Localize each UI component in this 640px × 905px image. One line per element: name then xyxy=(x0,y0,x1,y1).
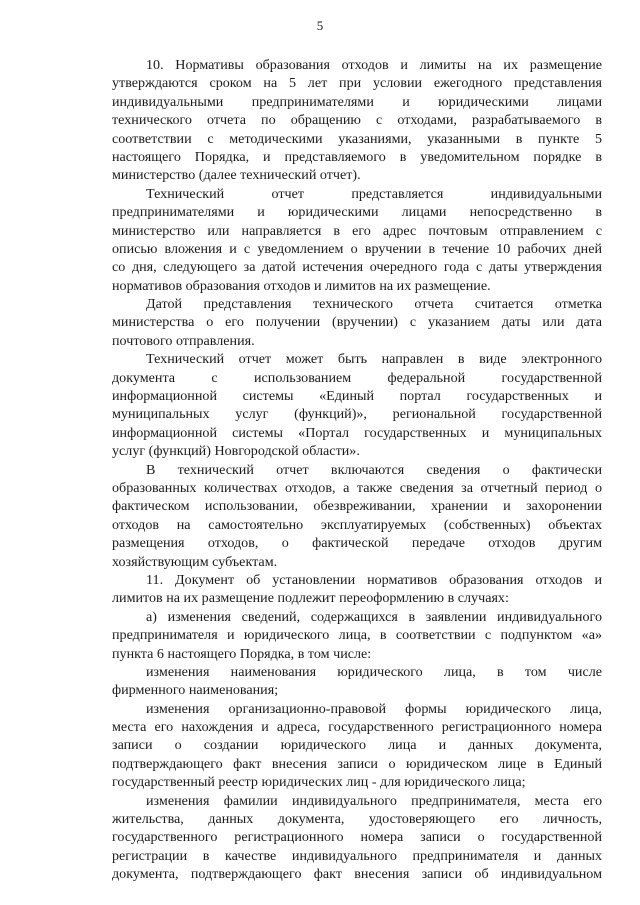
text-line: государственного регистрационного номера записи о государственной xyxy=(112,829,602,846)
text-line: пункта 6 настоящего Порядка, в том числе: xyxy=(112,645,372,662)
text-line: муниципальных услуг (функций)», региональной государственной xyxy=(112,406,602,423)
text-line: утверждаются сроком на 5 лет при условии ежегодного представления xyxy=(112,75,602,92)
text-line: записи о создании юридического лица и данных документа, xyxy=(112,737,602,754)
text-line: фирменного наименования; xyxy=(112,682,279,699)
text-line: информационной системы «Портал государственных и муниципальных xyxy=(112,424,602,441)
page-number: 5 xyxy=(316,18,324,33)
text-line: соответствии с методическими указаниями, указанными в пункте 5 xyxy=(112,130,602,147)
text-line: лимитов на их размещение подлежит переоформлению в случаях: xyxy=(112,590,509,607)
text-line: образованных количествах отходов, а также сведения за отчетный период о xyxy=(112,479,602,496)
text-line: нормативов образования отходов и лимитов на их размещение. xyxy=(112,277,491,294)
text-line: настоящего Порядка, и представляемого в уведомительном порядке в xyxy=(112,148,602,165)
text-line: отходов на самостоятельно эксплуатируемых (собственных) объектах xyxy=(112,516,602,533)
text-line: предпринимателями и юридическими лицами непосредственно в xyxy=(112,204,602,221)
text-line: государственный реестр юридических лиц - для юридического лица; xyxy=(112,774,526,791)
text-line: информационной системы «Единый портал государственных и xyxy=(112,388,602,405)
text-line: предпринимателя и юридического лица, в соответствии с подпунктом «а» xyxy=(112,627,602,644)
text-line: Технический отчет может быть направлен в виде электронного xyxy=(146,351,602,368)
text-line: изменения фамилии индивидуального предпринимателя, места его xyxy=(146,792,602,809)
text-line: хозяйствующим субъектам. xyxy=(112,553,278,570)
text-line: подтверждающего факт внесения записи о юридическом лице в Единый xyxy=(112,755,602,772)
text-line: услуг (функций) Новгородской области». xyxy=(112,443,360,460)
text-line: министерство (далее технический отчет). xyxy=(112,167,361,184)
text-line: а) изменения сведений, содержащихся в заявлении индивидуального xyxy=(146,608,602,625)
text-line: места его нахождения и адреса, государственного регистрационного номера xyxy=(112,719,602,736)
text-line: почтового отправления. xyxy=(112,332,255,349)
text-line: В технический отчет включаются сведения о фактически xyxy=(146,461,602,478)
text-line: индивидуальными предпринимателями и юридическими лицами xyxy=(112,93,602,110)
text-line: описью вложения и с уведомлением о вручении в течение 10 рабочих дней xyxy=(112,240,602,257)
text-line: документа, подтверждающего факт внесения записи об индивидуальном xyxy=(112,866,602,883)
text-line: документа с использованием федеральной государственной xyxy=(112,369,602,386)
text-line: регистрации в качестве индивидуального предпринимателя и данных xyxy=(112,847,602,864)
text-line: Технический отчет представляется индивидуальными xyxy=(146,185,602,202)
text-line: фактическом использовании, обезвреживании, хранении и захоронении xyxy=(112,498,602,515)
text-line: технического отчета по обращению с отходами, разрабатываемого в xyxy=(112,112,602,129)
text-line: 11. Документ об установлении нормативов образования отходов и xyxy=(146,571,602,588)
text-line: со дня, следующего за датой истечения очередного года с даты утверждения xyxy=(112,259,602,276)
text-line: изменения наименования юридического лица, в том числе xyxy=(146,663,602,680)
text-line: Датой представления технического отчета считается отметка xyxy=(146,296,602,313)
text-line: 10. Нормативы образования отходов и лимиты на их размещение xyxy=(146,57,602,73)
text-line: министерства о его получении (вручении) с указанием даты или дата xyxy=(112,314,602,331)
text-line: министерство или направляется в его адрес почтовым отправлением с xyxy=(112,222,602,239)
document-body xyxy=(112,56,602,884)
text-line: изменения организационно-правовой формы юридического лица, xyxy=(146,700,602,717)
text-line: размещения отходов, о фактической передаче отходов другим xyxy=(112,535,602,552)
text-line: жительства, данных документа, удостоверяющего его личность, xyxy=(112,811,602,828)
